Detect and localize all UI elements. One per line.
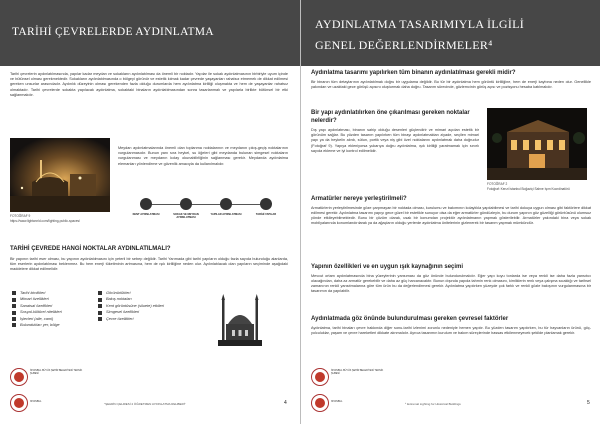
left-heading-2: TARİHİ ÇEVREDE HANGİ NOKTALAR AYDINLATILMALI? xyxy=(10,246,171,252)
left-header-title: TARİHİ ÇEVRELERDE AYDINLATMA xyxy=(12,26,214,38)
right-header-line1: AYDINLATMA TASARIMIYLA İLGİLİ xyxy=(315,17,525,31)
night-building-photo xyxy=(487,108,587,180)
list-item: Tarihi kimlikleri xyxy=(12,290,98,296)
municipality-logo xyxy=(311,368,329,386)
right-heading-4: Yapının özellikleri ve en uygun ışık kaynağının seçimi xyxy=(311,264,464,270)
right-para-3: Armatürlerin yerleştirilmesinde göze çarpmayan bir noktada olması, kurulumu ve bakımının kolaylıkla yapılabilmesi ve tarihi dokuya uygun olması gibi faktörlere dikkat edilmesi gerekir. Aydınlatma tasarımı yapıyı gece güzel bir estetikle sunuyor olsa da eğer armatürler gündüzleyin, bu durum yapının göz güzelliği görüntüsünü olumsuz yönde etkileyebilmektedir. Bunu bir çözüm olarak, usak bir konumdan projektör aydınlatmanın yapmak gösterilebilir. Armatürler yakındaki bina veya sokak mobilyalarında konumlandırılarak ya da ağaçların olduğu yerlerde aydınlatma ünitelerinin gizlenerek bir tasarım yapmak mümkündür. xyxy=(311,205,591,226)
left-photo xyxy=(10,138,110,212)
diagram-node-4 xyxy=(260,198,272,210)
right-photo xyxy=(487,108,587,180)
list-item: Görünürlükleri xyxy=(98,290,198,296)
right-para-2: Dış yapı aydınlatması, binanın sahip olduğu desenleri güçlendirir ve mimari açıdan estetik bir görünüm sağlar. Bu yüzden tasarım yapılırken tüm binayı aydınlatmaktan ziyade, seçilen mimari yapı ya da heykelin alırdı, sütun, portik veya niş gibi özel noktalarını aydınlatmak daha doğrudur (Fotoğraf 9). Yapıya ekleniyorsa yukarıya doğru aydınlatma, ışık kirliliği yaratmamak için sınırlı sayıda ekleme ve iyi kontrol edilmelidir. xyxy=(311,128,479,153)
right-photo-source: Fotoğraf: Kenzi İstanbul Boğaziçi Sahne Işım Koordinatörü xyxy=(487,187,570,191)
left-header-band xyxy=(0,0,300,66)
right-heading-5: Aydınlatmada göz önünde bulundurulması gereken çevresel faktörler xyxy=(311,316,509,322)
logo-text: İSTANBUL BÜYÜK ŞEHİR BELEDİYESİ TEKNİK ŞUBESİ xyxy=(30,369,83,376)
bullet-square-icon xyxy=(12,317,16,321)
bullet-square-icon xyxy=(98,317,102,321)
right-section-1 xyxy=(311,70,591,90)
diagram-label-4: TARİHİ YAPILAR xyxy=(255,213,277,216)
right-heading-1: Aydınlatma tasarımı yapılırken tüm binanın aydınlatılması gerekli midir? xyxy=(311,70,516,76)
bullet-square-icon xyxy=(12,298,16,302)
bullet-square-icon xyxy=(12,311,16,315)
diagram-line xyxy=(146,204,266,205)
logo2-text: ISTANBUL xyxy=(331,400,343,403)
right-section-4 xyxy=(311,264,591,294)
mosque-illustration xyxy=(214,294,266,348)
right-page xyxy=(301,0,600,424)
right-photo-caption: FOTOĞRAF 2 xyxy=(487,182,508,186)
right-section-2 xyxy=(311,110,479,154)
criteria-list-a xyxy=(12,290,98,328)
bullet-square-icon xyxy=(98,298,102,302)
right-section-3 xyxy=(311,196,591,226)
diagram-label-3: YAPILAR AYDINLATMASI xyxy=(210,213,242,216)
page-number: 5 xyxy=(587,400,590,406)
diagram-node-2 xyxy=(180,198,192,210)
list-item: İşlevleri (aile, cami) xyxy=(12,316,98,322)
right-section-5 xyxy=(311,316,591,336)
logo2-text: ISTANBUL xyxy=(30,400,42,403)
diagram-node-1 xyxy=(140,198,152,210)
list-item: Sanatsal özellikleri xyxy=(12,303,98,309)
left-footer: "ŞEHRİN ÇEHRESİ 4 ÖĞRETMEN AYDINLATMA REHBERİ" xyxy=(104,402,186,406)
list-item: Mimari özellikleri xyxy=(12,296,98,302)
bullet-square-icon xyxy=(12,304,16,308)
right-heading-3: Armatürler nereye yerleştirilmeli? xyxy=(311,196,407,202)
right-heading-2: Bir yapı aydınlatılırken öne çıkarılması gereken noktalar nelerdir? xyxy=(311,110,470,124)
right-footnote: ⁴ Extremal Lighting for Historical Buildings xyxy=(405,402,461,406)
bullet-square-icon xyxy=(12,323,16,327)
right-para-5: Aydınlatma, tarihi binaları çevre hakkında diğer sonu-tarihi izlenimi zorunlu nedeniyle hemen yapılır. Bu yüzden tasarım yapılırken, bu tür hayvanların ürünü, göç-yolculuklar, yaşam ve çevre hareketleri dikkate alınmalıdır. Ayrıca tasarımın kurulum ve bakım süreçlerinde hassas etkilenmeyecek şekilde planlamak gerekir. xyxy=(311,325,591,335)
right-para-1: Bir binanın tüm detaylarının aydınlatılmak doğru bir uygulama değildir. Bu tür bir aydınlatma hem görüntü kirliliğine, hem de enerji kaybına neden olur. Genellikle yakından ve uzaktaki gece görüşü açısını oluşturmak daha doğru. Tasarım sürecinde, gözlemcinin görüş açısı ve pozisyonu hesaba katılmalıdır. xyxy=(311,79,591,89)
bullet-square-icon xyxy=(12,291,16,295)
night-street-photo xyxy=(10,138,110,212)
list-item: Çevre özellikleri xyxy=(98,316,198,322)
left-intro xyxy=(10,72,288,98)
istanbul-logo xyxy=(311,394,329,412)
page-number: 4 xyxy=(284,400,287,406)
left-section-2 xyxy=(10,246,288,272)
mosque-icon xyxy=(214,294,266,348)
diagram-label-2: SOKAK VE MEYDAN AYDINLATMASI xyxy=(173,213,199,220)
list-item: Kent görüntüsüne (siluete) etkileri xyxy=(98,303,198,309)
bullet-square-icon xyxy=(98,304,102,308)
municipality-logo xyxy=(10,368,28,386)
bullet-square-icon xyxy=(98,311,102,315)
diagram-node-3 xyxy=(220,198,232,210)
left-side-text-body: Meydan aydınlatmalarında önemli olan toplanma noktalarının ve meydanın çıkış-geçiş noktalarının vurgulanmasıdır. Bunun yanı sıra heykel, su öğeleri gibi meydanda bulunan simgesel noktaların vurgulanması ve meydanın kolay okunabilirliğinin sağlanması gerekir. Meydanda aydınlatma elemanları yönlendirme ve güvenlik amacıyla da kullanılmalıdır. xyxy=(118,146,288,166)
list-item: Sosyal-kültürel nitelikleri xyxy=(12,309,98,315)
left-intro-text: Tarihi çevrelerin aydınlatılmasında, yapılar kadar meydan ve sokakların aydınlatılması da önemli bir noktadır. Yapılar ile sokak aydınlatmasının birbiriyle uyum içinde ve bütünsel olması gerekmektedir. Sokakların aydınlatılmasında o bölgeyi görünür ve estetik kılmak kadar çevrede yaşayanları rahatsız etmemek de dikkat edilmesi gereken unsurlar arasındadır. Aydınlık düzeyinin olması gerekenden fazla olduğu durumlarda hem aydınlatma kirliliği oluşmakta ve hem de yaşayanlar rahatsız olmaktadır. Tarihi çevrelerde sokakta yapılacak aydınlatma, sokaktaki binaların aydınlatılmasından sonra tasarlanmalı ve yapılarla birlikte bütünsel bir etki sağlanmalıdır. xyxy=(10,72,288,97)
left-para-2: Bir yapının tarihi eser olması, bu yapının aydınlatılmasını için yeterli bir sebep değildir. Tarihi Yarımada gibi tarihi yapıların olduğu fazla sayıda bulunduğu alanlarda, tüm eserlerin aydınlatılması beklenmez. Bu hem enerji tüketiminin artmasına, hem de ışık kirliliğine neden olur. Aydınlatılacak olan yapıların seçiminde aşağıdaki maddelere dikkat edilmelidir: xyxy=(10,256,288,271)
left-side-text xyxy=(118,146,288,167)
criteria-list-b xyxy=(98,290,198,322)
list-item: Bakış noktaları xyxy=(98,296,198,302)
left-photo-source: https://www.lightworld.com/lighting-public-spaces/ xyxy=(10,219,80,223)
diagram-label-1: KENT AYDINLATMASI xyxy=(132,213,160,216)
left-photo-caption: FOTOĞRAF 9 xyxy=(10,214,31,218)
list-item: Simgesel özellikleri xyxy=(98,309,198,315)
lighting-hierarchy-diagram xyxy=(132,190,290,234)
right-para-4: Mevcut ortam aydınlatmasında bina yüzeylerinin yansıması da göz önünde bulundurulmalıdır. Eğer yapı koyu tonlarda ise veya renkli ise daha fazla yansıtıcı olacağından, daha az armatür gerekebilir ve daha az güç harcanacaktır. Bunun dışında yapıda tahmin renk olmasını, kimliklerin renk veya çalışma sıcaklığı ve tarihsel zamanının renkli yansıtmalarına göre tüm ürün bu da değerlendirmesi gerekir. Aydınlatma yapılırken yüzeyde çok farklı ve renkli gözle bakışının vurgulanmasına bir tasarımın da yapılabilir. xyxy=(311,273,591,294)
list-item: Bulundukları yer, bölge xyxy=(12,322,98,328)
istanbul-logo xyxy=(10,394,28,412)
logo-text: İSTANBUL BÜYÜK ŞEHİR BELEDİYESİ TEKNİK ŞUBESİ xyxy=(331,369,384,376)
right-header-band xyxy=(301,0,600,66)
right-header-line2: GENEL DEĞERLENDİRMELER⁴ xyxy=(315,38,493,52)
bullet-square-icon xyxy=(98,291,102,295)
